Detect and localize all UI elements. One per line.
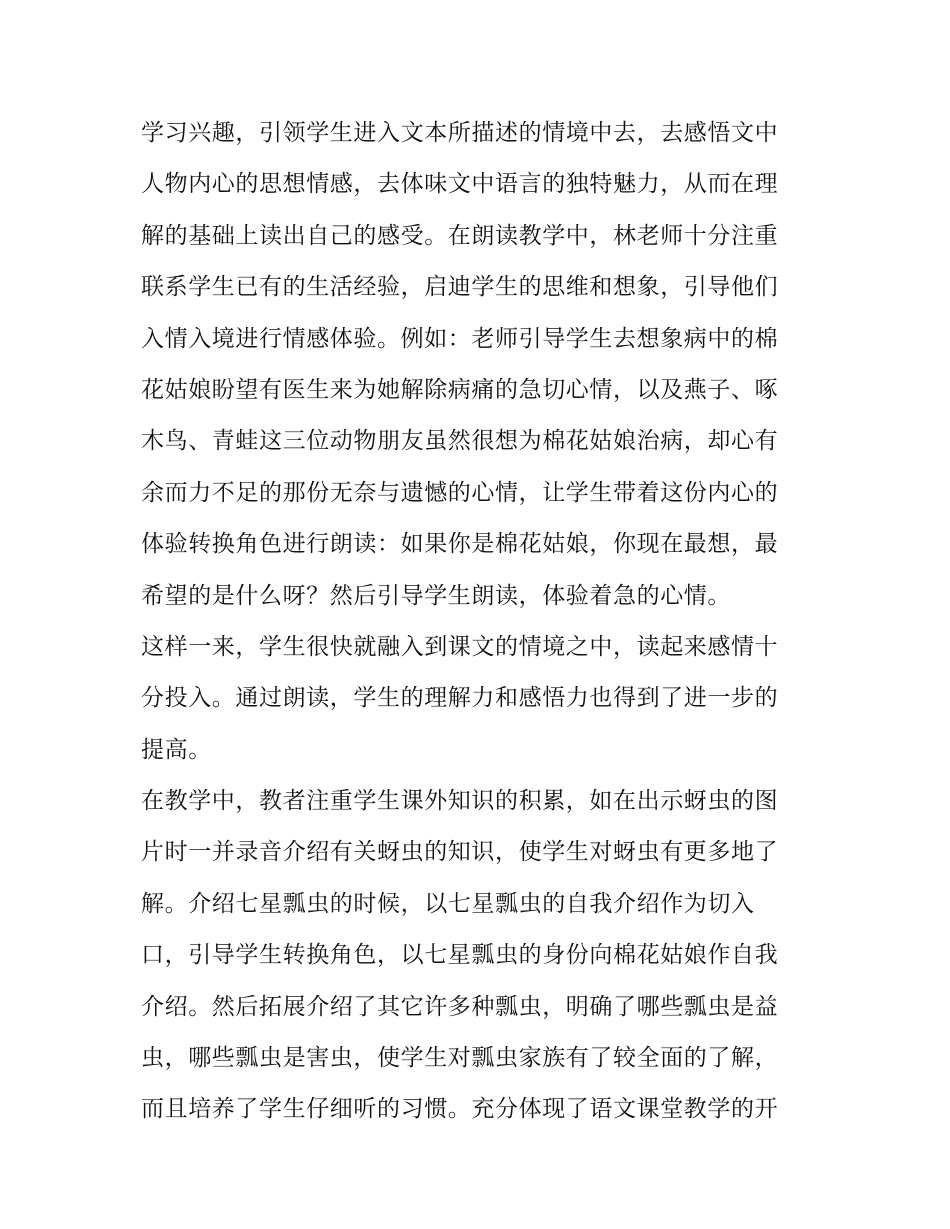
text-line: 木鸟、青蛙这三位动物朋友虽然很想为棉花姑娘治病，却心有 [141, 428, 779, 455]
text-line: 介绍。然后拓展介绍了其它许多种瓢虫，明确了哪些瓢虫是益 [141, 993, 779, 1020]
text-line: 体验转换角色进行朗读：如果你是棉花姑娘，你现在最想，最 [141, 531, 779, 558]
text-line: 学习兴趣，引领学生进入文本所描述的情境中去，去感悟文中 [141, 120, 779, 146]
text-line: 解。介绍七星瓢虫的时候，以七星瓢虫的自我介绍作为切入 [141, 890, 755, 917]
text-line: 分投入。通过朗读，学生的理解力和感悟力也得到了进一步的 [141, 685, 779, 712]
text-line: 人物内心的思想情感，去体味文中语言的独特魅力，从而在理 [141, 171, 779, 198]
text-line: 片时一并录音介绍有关蚜虫的知识，使学生对蚜虫有更多地了 [141, 839, 779, 866]
text-line: 余而力不足的那份无奈与遗憾的心情，让学生带着这份内心的 [141, 479, 779, 506]
text-line: 口，引导学生转换角色，以七星瓢虫的身份向棉花姑娘作自我 [141, 942, 779, 969]
text-line: 提高。 [141, 736, 212, 763]
text-line: 而且培养了学生仔细听的习惯。充分体现了语文课堂教学的开 [141, 1096, 779, 1123]
body-text [141, 108, 821, 1136]
text-line: 这样一来，学生很快就融入到课文的情境之中，读起来感情十 [141, 633, 779, 660]
text-line: 虫，哪些瓢虫是害虫，使学生对瓢虫家族有了较全面的了解， [141, 1045, 779, 1072]
text-line: 联系学生已有的生活经验，启迪学生的思维和想象，引导他们 [141, 274, 779, 301]
text-line: 入情入境进行情感体验。例如：老师引导学生去想象病中的棉 [141, 325, 779, 352]
text-line: 在教学中，教者注重学生课外知识的积累，如在出示蚜虫的图 [141, 788, 779, 815]
text-line: 花姑娘盼望有医生来为她解除病痛的急切心情，以及燕子、啄 [141, 376, 779, 403]
text-line: 希望的是什么呀？然后引导学生朗读，体验着急的心情。 [141, 582, 731, 609]
text-line: 解的基础上读出自己的感受。在朗读教学中，林老师十分注重 [141, 222, 779, 249]
